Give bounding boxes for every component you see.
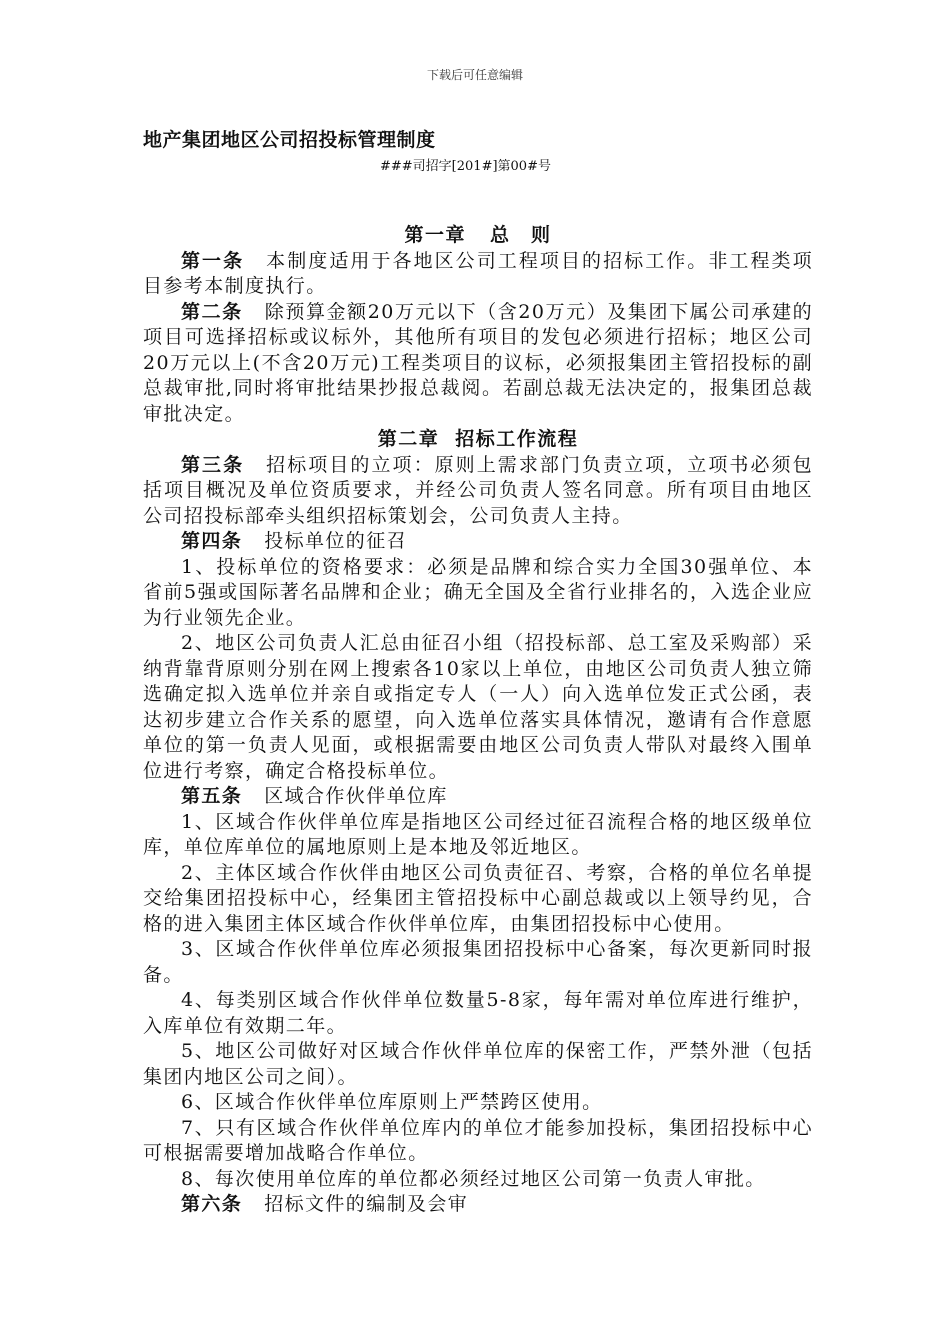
article-4-text: 投标单位的征召 xyxy=(264,530,408,552)
chapter-2-label: 第二章 xyxy=(377,428,440,450)
article-2-label: 第二条 xyxy=(181,300,243,323)
article-3-label: 第三条 xyxy=(181,453,245,476)
article-5 xyxy=(143,784,813,810)
article-3-text: 招标项目的立项：原则上需求部门负责立项，立项书必须包括项目概况及单位资质要求，并经公司负责人签名同意。所有项目由地区公司招投标部牵头组织招标策划会，公司负责人主持。 xyxy=(143,453,813,527)
article-5-label: 第五条 xyxy=(181,785,243,807)
article-4-label: 第四条 xyxy=(181,530,243,552)
article-4-item-2: 2、地区公司负责人汇总由征召小组（招投标部、总工室及采购部）采纳背靠背原则分别在网上搜索各10家以上单位，由地区公司负责人独立筛选确定拟入选单位并亲自或指定专人（一人）向入选单位发正式公函，表达初步建立合作关系的愿望，向入选单位落实具体情况，邀请有合作意愿单位的第一负责人见面，或根据需要由地区公司负责人带队对最终入围单位进行考察，确定合格投标单位。 xyxy=(143,632,813,782)
document-body xyxy=(143,223,813,1218)
article-6-text: 招标文件的编制及会审 xyxy=(264,1193,469,1215)
header-note: 下载后可任意编辑 xyxy=(426,68,523,82)
article-3 xyxy=(143,453,813,530)
article-5-item-7: 7、只有区域合作伙伴单位库内的单位才能参加投标，集团招投标中心可根据需要增加战略合作单位。 xyxy=(143,1116,813,1164)
chapter-1-label: 第一章 xyxy=(404,224,466,246)
article-1 xyxy=(143,249,813,300)
article-6-label: 第六条 xyxy=(181,1193,243,1215)
article-6 xyxy=(143,1192,813,1218)
chapter-2-name: 招标工作流程 xyxy=(455,428,579,450)
article-1-label: 第一条 xyxy=(181,249,245,272)
article-5-text: 区域合作伙伴单位库 xyxy=(264,785,448,807)
article-5-item-1: 1、区域合作伙伴单位库是指地区公司经过征召流程合格的地区级单位库，单位库单位的属地原则上是本地及邻近地区。 xyxy=(143,810,813,858)
article-4-item-1: 1、投标单位的资格要求：必须是品牌和综合实力全国30强单位、本省前5强或国际著名品牌和企业；确无全国及全省行业排名的，入选企业应为行业领先企业。 xyxy=(143,555,813,629)
article-5-item-4: 4、每类别区域合作伙伴单位数量5-8家，每年需对单位库进行维护，入库单位有效期二年。 xyxy=(143,989,813,1037)
article-2-text: 除预算金额20万元以下（含20万元）及集团下属公司承建的项目可选择招标或议标外，其他所有项目的发包必须进行招标；地区公司20万元以上(不含20万元)工程类项目的议标，必须报集团主管招投标的副总裁审批,同时将审批结果抄报总裁阅。若副总裁无法决定的，报集团总裁审批决定。 xyxy=(143,300,813,425)
chapter-1-name: 总 则 xyxy=(490,224,552,246)
article-5-item-5: 5、地区公司做好对区域合作伙伴单位库的保密工作，严禁外泄（包括集团内地区公司之间）。 xyxy=(143,1040,813,1088)
article-5-item-6: 6、区域合作伙伴单位库原则上严禁跨区使用。 xyxy=(181,1091,603,1113)
article-5-item-2: 2、主体区域合作伙伴由地区公司负责征召、考察，合格的单位名单提交给集团招投标中心，经集团主管招投标中心副总裁或以上领导约见，合格的进入集团主体区域合作伙伴单位库，由集团招投标中心使用。 xyxy=(143,861,813,935)
article-4 xyxy=(143,529,813,555)
document-title: 地产集团地区公司招投标管理制度 xyxy=(143,129,436,151)
article-5-item-8: 8、每次使用单位库的单位都必须经过地区公司第一负责人审批。 xyxy=(181,1167,766,1190)
article-1-text: 本制度适用于各地区公司工程项目的招标工作。非工程类项目参考本制度执行。 xyxy=(143,249,813,297)
chapter-1-heading xyxy=(143,223,813,249)
article-2 xyxy=(143,300,813,428)
article-5-item-3: 3、区域合作伙伴单位库必须报集团招投标中心备案，每次更新同时报备。 xyxy=(143,938,813,986)
document-number: ###司招字[201#]第00#号 xyxy=(380,159,551,174)
chapter-2-heading xyxy=(143,427,813,453)
